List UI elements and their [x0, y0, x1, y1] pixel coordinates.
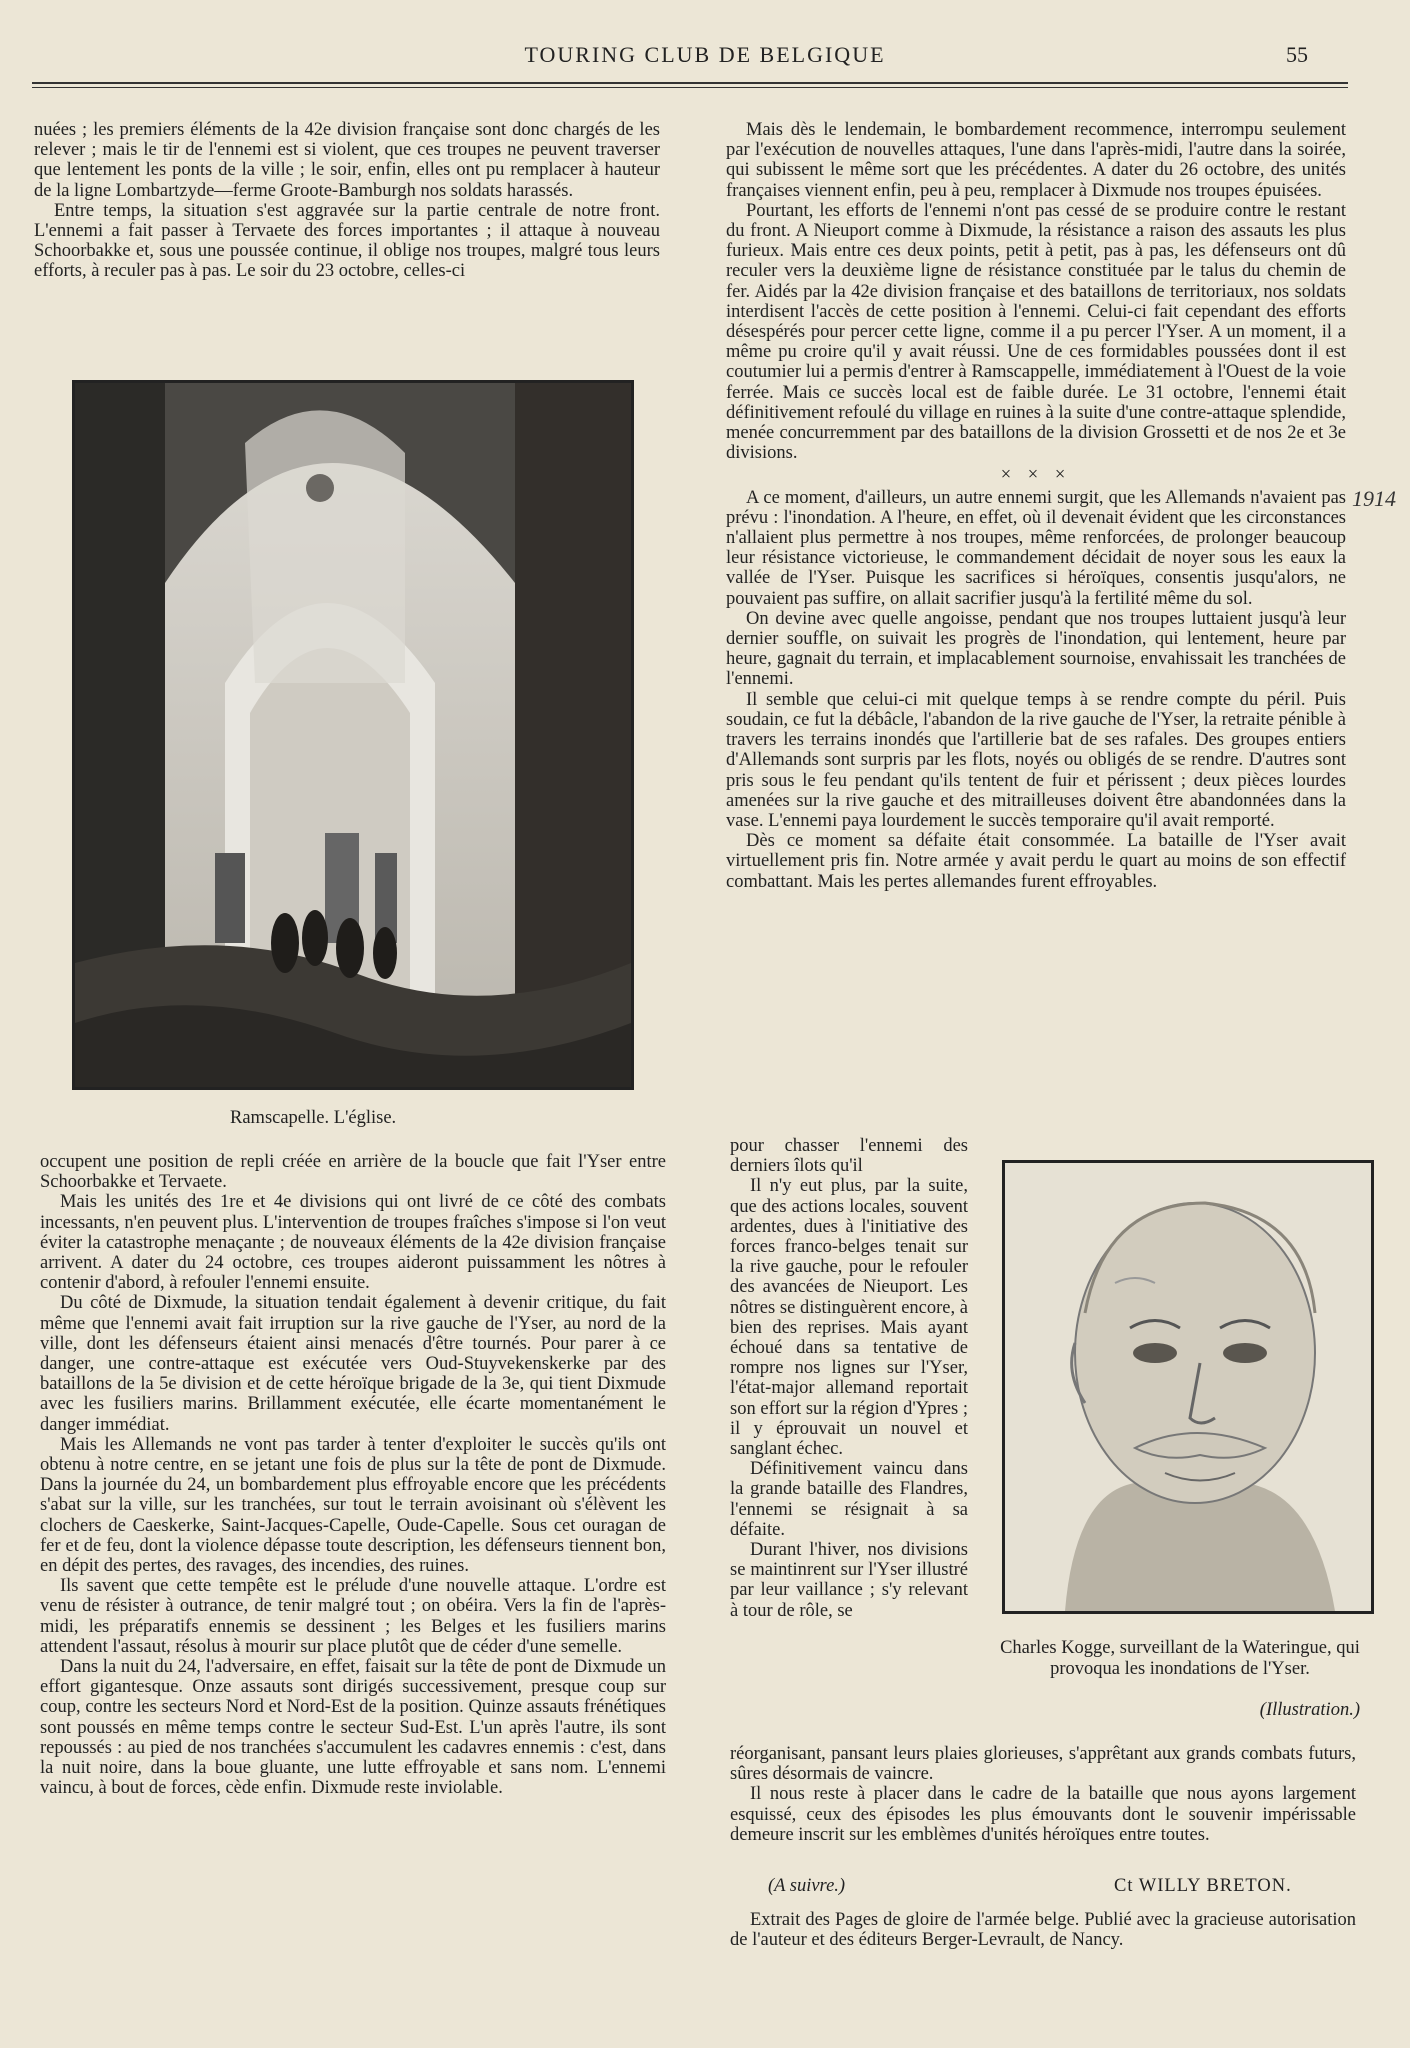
right-narrow-column	[730, 1136, 968, 1621]
paragraph: A ce moment, d'ailleurs, un autre ennemi surgit, que les Allemands n'avaient pas prévu : l'inondation. A l'heure, en effet, où il devenait évident que les circonstances n'allaient plus permettre à nos troupes, même renforcées, de prolonger beaucoup leur résistance victorieuse, le commandement décidait de noyer sous les eaux la vallée de l'Yser. Puisque les sacrifices si héroïques, consentis jusqu'alors, ne pouvaient pas suffire, on allait sacrifier jusqu'à la fertilité même du sol.	[726, 487, 1346, 609]
author-signature: Ct WILLY BRETON.	[1114, 1876, 1292, 1896]
church-ruins-illustration	[75, 383, 631, 1087]
left-column-top	[34, 120, 660, 282]
paragraph: Définitivement vaincu dans la grande bataille des Flandres, l'ennemi se résignait à sa défaite.	[730, 1459, 968, 1540]
paragraph: Dès ce moment sa défaite était consommée. La bataille de l'Yser avait virtuellement pris fin. Notre armée y avait perdu le quart au moins de son effectif combattant. Mais les pertes allemandes furent effroyables.	[726, 831, 1346, 892]
paragraph: Il semble que celui-ci mit quelque temps à se rendre compte du péril. Puis soudain, ce fut la débâcle, l'abandon de la rive gauche de l'Yser, la retraite pénible à travers les terrains inondés que l'artillerie bat de ses rafales. Des groupes entiers d'Allemands sont surpris par les flots, noyés ou obligés de se rendre. D'autres sont pris sous le feu pendant qu'ils tentent de fuir et périssent ; deux pièces lourdes amenées sur la rive gauche et des mitrailleuses doivent être abandonnées dans la vase. L'ennemi paya lourdement le succès temporaire qu'il avait remporté.	[726, 689, 1346, 831]
paragraph: pour chasser l'ennemi des derniers îlots qu'il	[730, 1136, 968, 1177]
paragraph: Il nous reste à placer dans le cadre de la bataille que nous ayons largement esquissé, ceux des épisodes les plus émouvants dont le souvenir impérissable demeure inscrit sur les emblèmes d'unités héroïques entre toutes.	[730, 1784, 1356, 1845]
paragraph: nuées ; les premiers éléments de la 42e division française sont donc chargés de les relever ; mais le tir de l'ennemi est si violent, que ces troupes ne peuvent traverser que lentement les ponts de la ville ; le soir, enfin, elles ont pu remplacer à hauteur de la ligne Lombartzyde—ferme Groote-Bamburgh nos soldats harassés.	[34, 120, 660, 201]
church-ruins-photo	[72, 380, 634, 1090]
source-note-text: Extrait des Pages de gloire de l'armée belge. Publié avec la gracieuse autorisation de l'auteur et des éditeurs Berger-Levrault, de Nancy.	[730, 1910, 1356, 1951]
paragraph: Du côté de Dixmude, la situation tendait également à devenir critique, du fait même que l'ennemi avait fait irruption sur la rive gauche de l'Yser, au nord de la ville, dont les défenseurs étaient ainsi menacés d'être tournés. Pour parer à ce danger, une contre-attaque est exécutée vers Oud-Stuyvekenskerke par des bataillons de la 5e division et de cette héroïque brigade de la 3e, qui tient Dixmude avec les fusiliers marins. Brillamment exécutée, elle écarte momentanément le danger immédiat.	[40, 1293, 666, 1435]
section-separator: × × ×	[1000, 465, 1072, 486]
paragraph: Dans la nuit du 24, l'adversaire, en effet, faisait sur la tête de pont de Dixmude un effort gigantesque. Onze assauts sont dirigés successivement, presque coup sur coup, contre les secteurs Nord et Nord-Est de la position. Quinze assauts frénétiques sont poussés en même temps contre le secteur Sud-Est. L'un après l'autre, ils sont repoussés : au pied de nos tranchées s'accumulent les cadavres ennemis : c'est, dans la nuit noire, dans la boue gluante, une lutte effroyable et sans nom. L'ennemi vaincu, à bout de forces, cède enfin. Dixmude reste inviolable.	[40, 1657, 666, 1799]
page-header	[0, 42, 1410, 72]
paragraph: réorganisant, pansant leurs plaies glorieuses, s'apprêtant aux grands combats futurs, sûres désormais de vaincre.	[730, 1744, 1356, 1785]
header-rule	[32, 82, 1348, 84]
paragraph: occupent une position de repli créée en arrière de la boucle que fait l'Yser entre Schoorbakke et Tervaete.	[40, 1152, 666, 1193]
portrait-illustration	[1005, 1163, 1371, 1611]
paragraph: Ils savent que cette tempête est le prélude d'une nouvelle attaque. L'ordre est venu de résister à outrance, de tenir malgré tout ; on obéira. Vers la fin de l'après-midi, les préparatifs ennemis se dessinent ; les Belges et les fusiliers marins attendent l'assaut, résolus à mourir sur place plutôt que de céder d'une semelle.	[40, 1576, 666, 1657]
header-rule-thin	[32, 87, 1348, 88]
portrait-credit: (Illustration.)	[1259, 1700, 1360, 1720]
paragraph: Il n'y eut plus, par la suite, que des actions locales, souvent ardentes, dues à l'initiative des forces franco-belges tenait sur la rive gauche, pour le refouler des avancées de Nieuport. Les nôtres se distinguèrent encore, à bien des reprises. Mais ayant échoué dans sa tentative de rompre nos lignes sur l'Yser, l'état-major allemand reportait son effort sur la région d'Ypres ; il y éprouvait un nouvel et sanglant échec.	[730, 1176, 968, 1460]
paragraph: Mais dès le lendemain, le bombardement recommence, interrompu seulement par l'exécution de nouvelles attaques, l'une dans l'après-midi, l'autre dans la soirée, qui subissent le même sort que les précédentes. A dater du 26 octobre, des unités françaises viennent enfin, peu à peu, remplacer à Dixmude nos troupes épuisées.	[726, 120, 1346, 201]
publication-title: TOURING CLUB DE BELGIQUE	[524, 42, 886, 67]
paragraph: Durant l'hiver, nos divisions se maintinrent sur l'Yser illustré par leur vaillance ; s'y relevant à tour de rôle, se	[730, 1540, 968, 1621]
paragraph: Pourtant, les efforts de l'ennemi n'ont pas cessé de se produire contre le restant du front. A Nieuport comme à Dixmude, la résistance a raison des assauts les plus furieux. Mais entre ces deux points, petit à petit, pas à pas, les défenseurs ont dû reculer vers la deuxième ligne de résistance constituée par le talus du chemin de fer. Aidés par la 42e division française et des bataillons de territoriaux, nos soldats interdisent l'accès de cette position à l'ennemi. Celui-ci fait cependant des efforts désespérés pour percer cette ligne, comme il a pu percer l'Yser. A un moment, il a même pu croire qu'il y avait réussi. Une de ces formidables poussées dont il est coutumier lui a permis d'entrer à Ramscappelle, immédiatement à l'Ouest de la voie ferrée. Mais ce succès local est de faible durée. Le 31 octobre, l'ennemi était définitivement refoulé du village en ruines à la suite d'une contre-attaque splendide, menée concurremment par des bataillons de la division Grossetti et de nos 2e et 3e divisions.	[726, 200, 1346, 464]
handwritten-year-annotation: 1914	[1352, 486, 1396, 511]
right-column-top	[726, 120, 1346, 892]
paragraph: Mais les unités des 1re et 4e divisions qui ont livré de ce côté des combats incessants, n'en peuvent plus. L'intervention de troupes fraîches s'impose si l'on veut éviter la catastrophe menaçante ; de nouveaux éléments de la 42e division française arrivent. A dater du 24 octobre, ces troupes aideront puissamment les nôtres à contenir d'abord, à refouler l'ennemi ensuite.	[40, 1192, 666, 1294]
kogge-portrait	[1002, 1160, 1374, 1614]
source-note	[730, 1910, 1356, 1950]
left-column-bottom	[40, 1152, 666, 1799]
paragraph: Entre temps, la situation s'est aggravée sur la partie centrale de notre front. L'ennemi a fait passer à Tervaete des forces importantes ; il attaque à nouveau Schoorbakke et, sous une poussée continue, il oblige nos troupes, malgré tous leurs efforts, à reculer pas à pas. Le soir du 23 octobre, celles-ci	[34, 200, 660, 282]
church-photo-caption: Ramscapelle. L'église.	[230, 1108, 397, 1128]
paragraph: Mais les Allemands ne vont pas tarder à tenter d'exploiter le succès qu'ils ont obtenu à notre centre, en se jetant une fois de plus sur la tête de pont de Dixmude. Dans la journée du 24, un bombardement plus effroyable encore que les précédents s'abat sur la ville, sur les tranchées, sur tout le terrain avoisinant où s'élèvent les clochers de Caeskerke, Saint-Jacques-Capelle, Oude-Capelle. Sous cet ouragan de fer et de feu, dont la violence dépasse toute description, les défenseurs tiennent bon, en dépit des pertes, des ravages, des incendies, des ruines.	[40, 1434, 666, 1577]
portrait-caption: Charles Kogge, surveillant de la Wateringue, qui provoqua les inondations de l'Yser.	[1000, 1638, 1360, 1679]
to-be-continued: (A suivre.)	[768, 1876, 846, 1896]
page-number: 55	[1286, 42, 1308, 67]
right-column-bottom	[730, 1744, 1356, 1845]
paragraph: On devine avec quelle angoisse, pendant que nos troupes luttaient jusqu'à leur dernier souffle, on suivait les progrès de l'inondation, qui lentement, heure par heure, gagnait du terrain, et implacablement sournoise, envahissait les tranchées de l'ennemi.	[726, 608, 1346, 690]
